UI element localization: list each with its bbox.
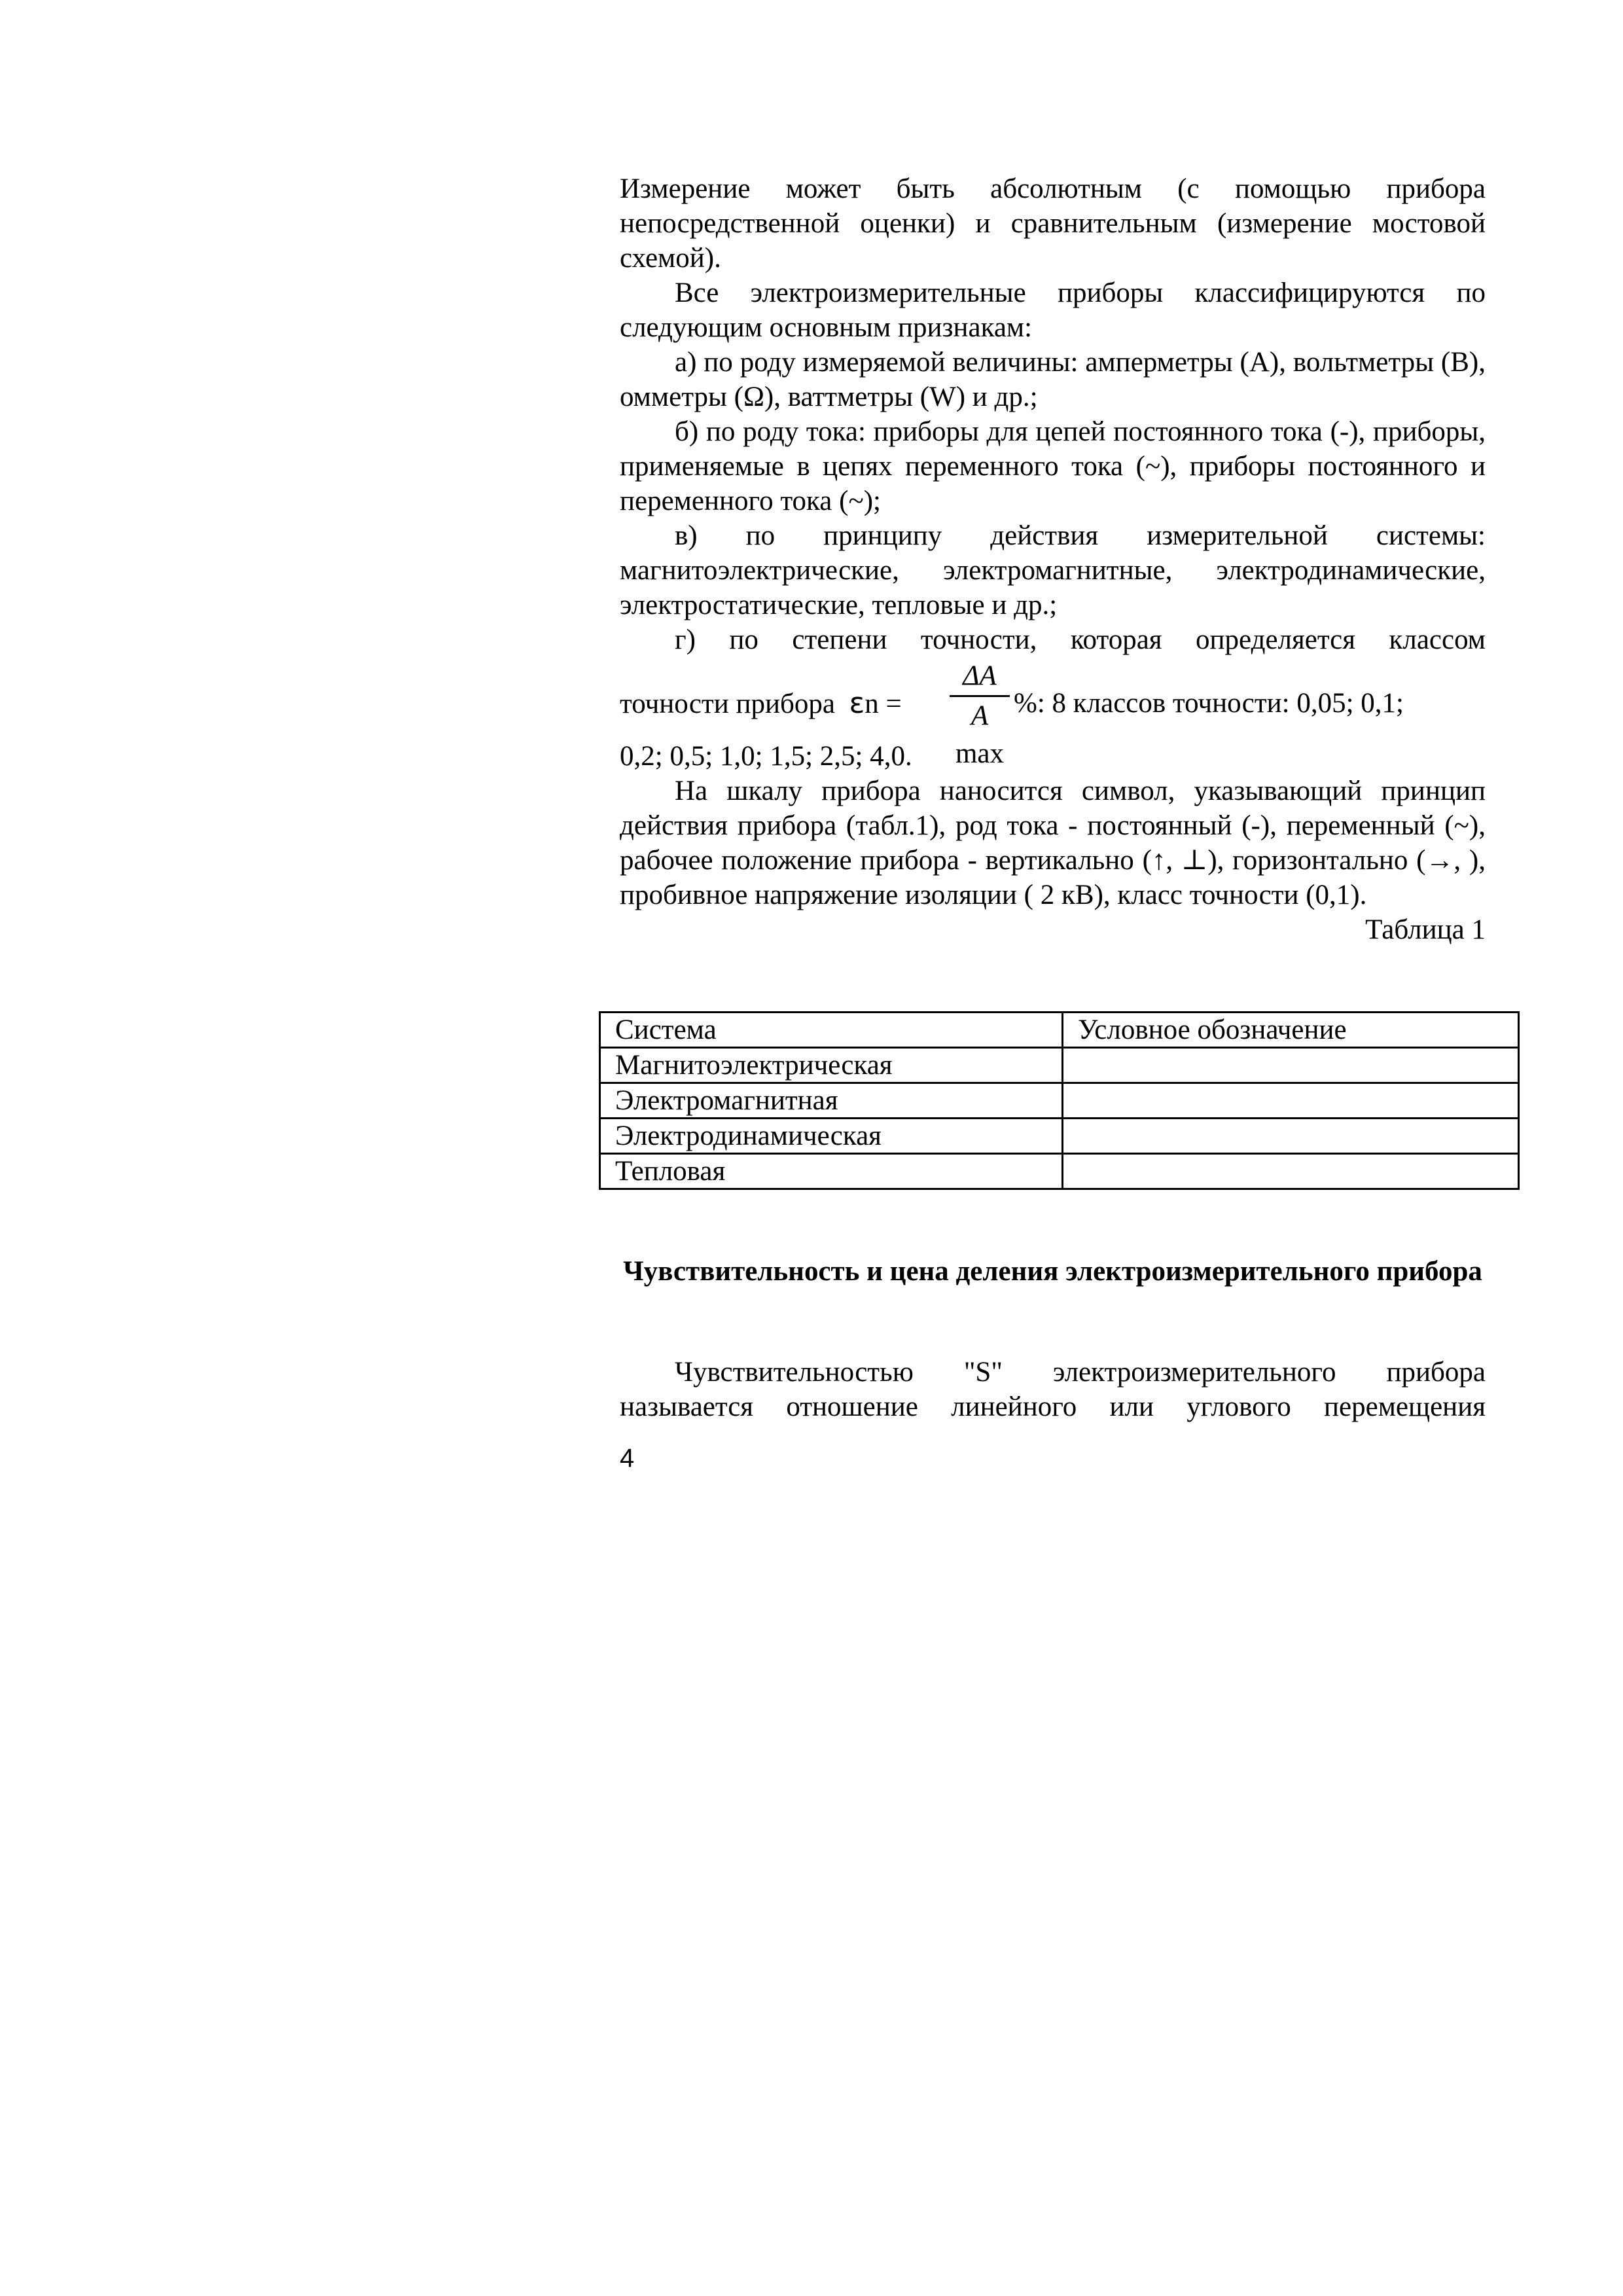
table-cell: Тепловая xyxy=(600,1154,1063,1189)
table-header-row xyxy=(600,1013,1519,1048)
formula-prefix: точности прибора εn = xyxy=(620,687,902,720)
paragraph-classification: Все электроизмерительные приборы классифицируются по следующим основным признакам: xyxy=(620,278,1486,343)
table-row xyxy=(600,1154,1519,1189)
section-heading: Чувствительность и цена деления электроизмерительного прибора xyxy=(623,1256,1482,1287)
table-cell: Магнитоэлектрическая xyxy=(600,1048,1063,1083)
paragraph-scale-symbols: На шкалу прибора наносится символ, указывающий принцип действия прибора (табл.1), род тока - постоянный (-), переменный (~), рабочее положение прибора - вертикально (↑, ⊥), горизонтально (→, ), пробивное напряжение изоляции ( 2 кВ), класс точности (0,1). xyxy=(620,776,1486,910)
table-header-cell: Условное обозначение xyxy=(1063,1013,1519,1048)
table-row xyxy=(600,1083,1519,1119)
page-number: 4 xyxy=(620,1444,635,1473)
list-item-v: в) по принципу действия измерительной системы: магнитоэлектрические, электромагнитные, электродинамические, электростатические, тепловые и др.; xyxy=(620,520,1486,620)
table-cell xyxy=(1063,1083,1519,1119)
systems-table xyxy=(599,1011,1520,1190)
table-cell: Электродинамическая xyxy=(600,1119,1063,1154)
table-row xyxy=(600,1048,1519,1083)
accuracy-classes-list: 0,2; 0,5; 1,0; 1,5; 2,5; 4,0. xyxy=(620,741,912,772)
list-item-a: а) по роду измеряемой величины: амперметры (А), вольтметры (В), омметры (Ω), ваттметры (W) и др.; xyxy=(620,347,1486,412)
table-cell xyxy=(1063,1119,1519,1154)
list-item-g-line1: г) по степени точности, которая определяется классом xyxy=(675,624,1486,655)
paragraph-sensitivity: Чувствительностью "S" электроизмерительного прибора называется отношение линейного или углового перемещения xyxy=(620,1357,1486,1422)
document-body xyxy=(620,171,1486,947)
table-cell: Электромагнитная xyxy=(600,1083,1063,1119)
table-cell xyxy=(1063,1048,1519,1083)
fraction-numerator: ΔA xyxy=(963,660,997,691)
fraction-denominator: A max xyxy=(955,700,1005,769)
table-caption: Таблица 1 xyxy=(1365,914,1486,945)
table-row xyxy=(600,1119,1519,1154)
formula-suffix: %: 8 классов точности: 0,05; 0,1; xyxy=(1014,688,1404,719)
table-cell xyxy=(1063,1154,1519,1189)
accuracy-fraction xyxy=(947,657,1012,769)
epsilon-symbol: ε xyxy=(849,687,865,720)
table-header-cell: Система xyxy=(600,1013,1063,1048)
list-item-b: б) по роду тока: приборы для цепей постоянного тока (-), приборы, применяемые в цепях переменного тока (~), приборы постоянного и переменного тока (~); xyxy=(620,416,1486,516)
paragraph-measurement: Измерение может быть абсолютным (с помощью прибора непосредственной оценки) и сравнительным (измерение мостовой схемой). xyxy=(620,173,1486,274)
